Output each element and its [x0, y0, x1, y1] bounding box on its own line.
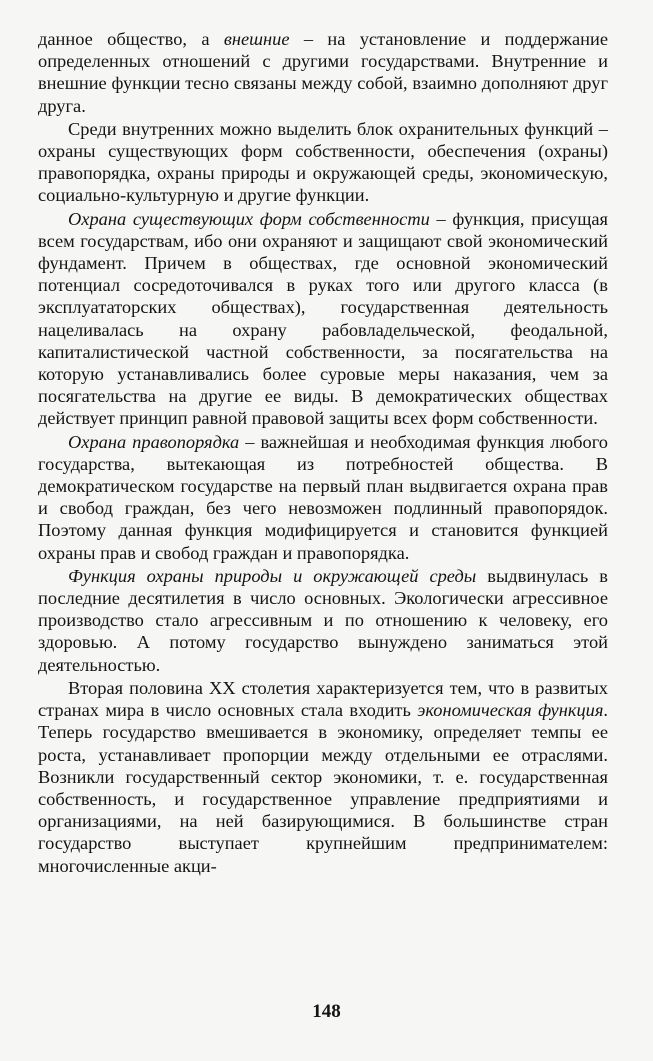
paragraph-6-italic-term: экономическая функция: [417, 700, 604, 721]
page-text: [38, 28, 608, 877]
paragraph-4-italic-term: Охрана правопорядка: [68, 431, 240, 452]
paragraph-5-italic-term: Функция охраны природы и окружающей среды: [68, 565, 477, 586]
paragraph-1-part-1: данное общество, а: [38, 29, 224, 49]
paragraph-1-part-3: – на установление и поддержание определенных отношений с другими государствами. Внутренние и внешние функции тесно связаны между собой, взаимно дополняют друг друга.: [38, 29, 608, 116]
paragraph-5-part-2: выдвинулась в последние десятилетия в число основных. Экологически агрессивное производство стало агрессивным и по отношению к человеку, его здоровью. А потому государство вынуждено заниматься этой деятельностью.: [38, 565, 608, 675]
paragraph-4: [38, 431, 608, 564]
paragraph-3: [38, 208, 608, 430]
paragraph-6-part-3: . Теперь государство вмешивается в экономику, определяет темпы ее роста, устанавливает пропорции между отдельными ее отраслями. Возникли государственный сектор экономики, т. е. государственная собственность, и государственное управление предприятиями и организациями, на ней базирующимися. В большинстве стран государство выступает крупнейшим предпринимателем: многочисленные акци-: [38, 700, 608, 876]
paragraph-3-italic-term: Охрана существующих форм собственности: [68, 208, 430, 229]
paragraph-5: [38, 565, 608, 676]
paragraph-2: [38, 118, 608, 207]
paragraph-3-part-2: – функция, присущая всем государствам, ибо они охраняют и защищают свой экономический фундамент. Причем в обществах, где основной экономический потенциал сосредоточивался в руках того или другого класса (в эксплуататорских обществах), государственная деятельность нацеливалась на охрану рабовладельческой, феодальной, капиталистической частной собственности, за посягательства на которую устанавливались более суровые меры наказания, чем за посягательства на другие ее виды. В демократических обществах действует принцип равной правовой защиты всех форм собственности.: [38, 208, 608, 429]
paragraph-6-part-1: Вторая половина XX столетия характеризуется тем, что в развитых странах мира в число основных стала входить: [38, 677, 608, 721]
paragraph-1: [38, 28, 608, 117]
paragraph-1-italic-term: внешние: [223, 29, 290, 49]
page-number: 148: [312, 1001, 341, 1022]
paragraph-4-part-2: – важнейшая и необходимая функция любого государства, вытекающая из потребностей общества. В демократическом государстве на первый план выдвигается охрана прав и свобод граждан, без чего невозможен подлинный правопорядок. Поэтому данная функция модифицируется и становится функцией охраны прав и свобод граждан и правопорядка.: [38, 431, 608, 563]
paragraph-6: [38, 677, 608, 877]
paragraph-2-part-1: Среди внутренних можно выделить блок охранительных функций – охраны существующих форм собственности, обеспечения (охраны) правопорядка, охраны природы и окружающей среды, экономическую, социально-культурную и другие функции.: [38, 118, 608, 206]
